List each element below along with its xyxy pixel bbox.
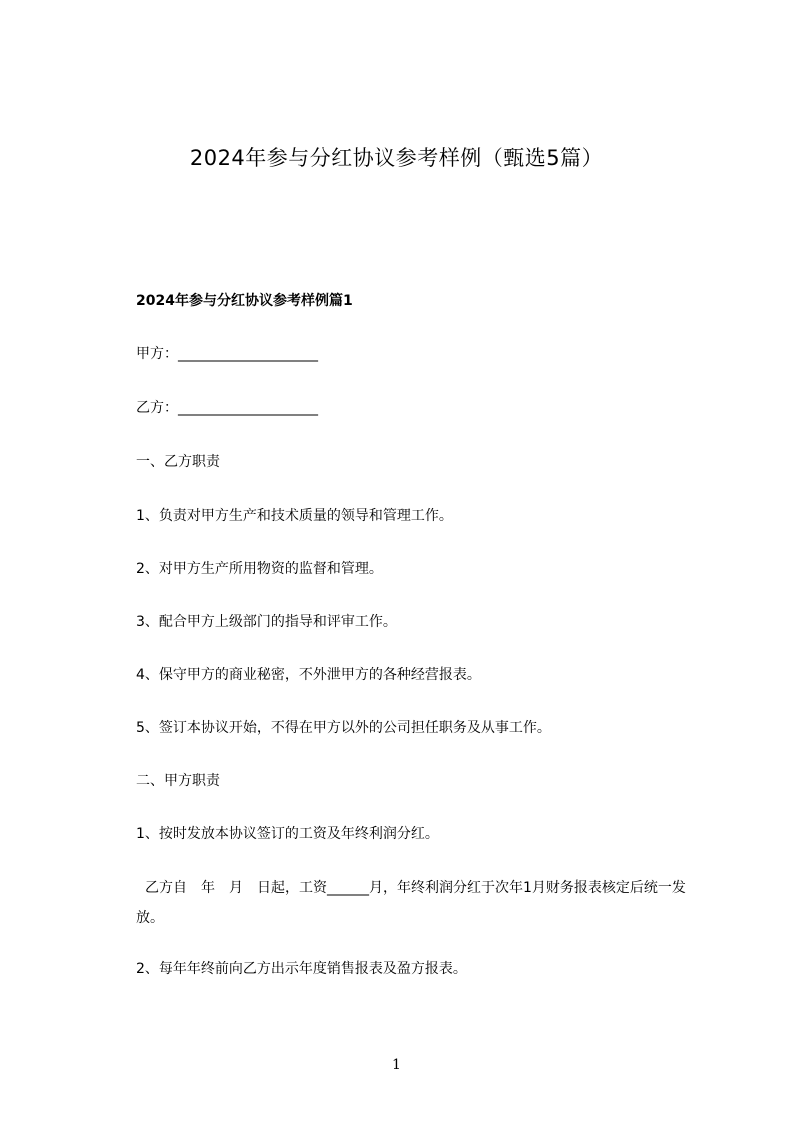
clause-item: 3、配合甲方上级部门的指导和评审工作。 [136,614,397,630]
clause-item: 5、签订本协议开始，不得在甲方以外的公司担任职务及从事工作。 [136,720,551,736]
clause-item: 1、负责对甲方生产和技术质量的领导和管理工作。 [136,508,453,524]
clause-item: 2、每年年终前向乙方出示年度销售报表及盈方报表。 [136,961,467,977]
clause-item: 4、保守甲方的商业秘密，不外泄甲方的各种经营报表。 [136,667,481,683]
clause-item: 2、对甲方生产所用物资的监督和管理。 [136,561,383,577]
clause-heading-party-b-duties: 一、乙方职责 [136,454,220,470]
party-a-line: 甲方：____________________ [136,346,318,362]
party-b-line: 乙方：____________________ [136,400,318,416]
page-number: 1 [392,1057,401,1073]
section-heading: 2024年参与分红协议参考样例篇1 [136,293,353,309]
clause-item: 1、按时发放本协议签订的工资及年终利润分红。 [136,826,439,842]
document-title: 2024年参与分红协议参考样例（甄选5篇） [189,146,604,170]
salary-paragraph: 乙方自 年 月 日起，工资______月，年终利润分红于次年1月财务报表核定后统一发放。 [136,880,686,926]
clause-heading-party-a-duties: 二、甲方职责 [136,773,220,789]
